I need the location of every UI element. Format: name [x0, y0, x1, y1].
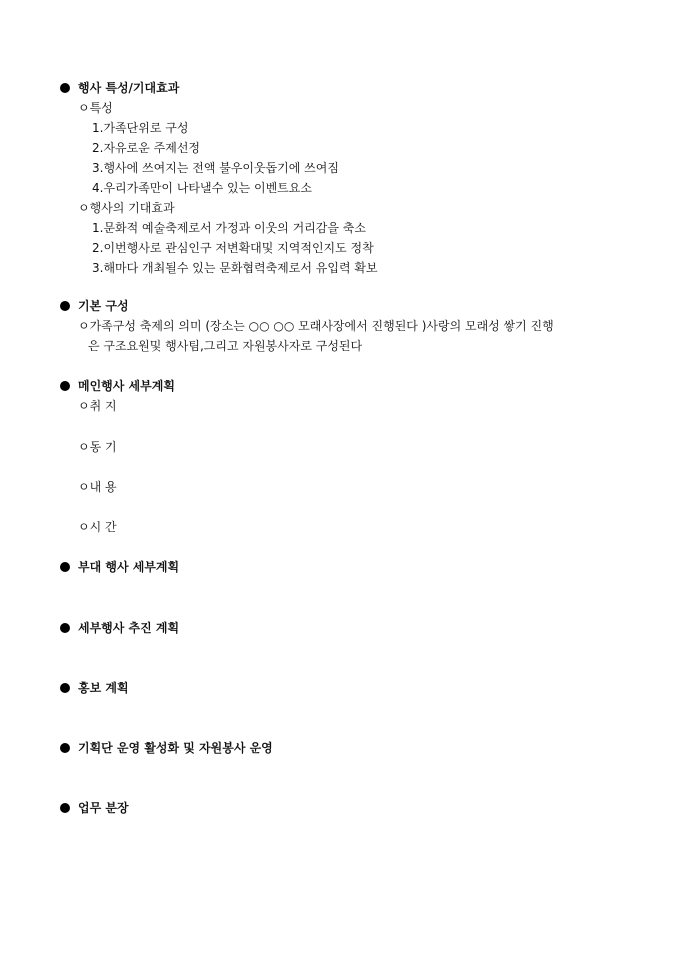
feature-item: 3.행사에 쓰여지는 전액 불우이웃돕기에 쓰여짐: [92, 161, 339, 175]
main-event-item: ㅇ시 간: [78, 520, 117, 534]
main-event-item: ㅇ취 지: [78, 399, 117, 413]
bullet-icon: [60, 623, 70, 633]
effect-item: 1.문화적 예술축제로서 가정과 이웃의 거리감을 축소: [92, 221, 366, 235]
heading-text: 기획단 운영 활성화 및 자원봉사 운영: [78, 741, 273, 755]
main-event-item: ㅇ내 용: [78, 480, 117, 494]
section-heading-sub-event-plan: [60, 559, 179, 575]
bullet-icon: [60, 301, 70, 311]
main-event-item: ㅇ동 기: [78, 440, 117, 454]
section-heading-basic-composition: [60, 298, 129, 314]
features-label: ㅇ특성: [78, 101, 113, 115]
bullet-icon: [60, 743, 70, 753]
section-heading-task-assignment: [60, 800, 129, 816]
bullet-icon: [60, 562, 70, 572]
heading-text: 홍보 계획: [78, 681, 129, 695]
feature-item: 4.우리가족만이 나타낼수 있는 이벤트요소: [92, 181, 312, 195]
bullet-icon: [60, 683, 70, 693]
heading-text: 기본 구성: [78, 299, 129, 313]
section-heading-planning-team: [60, 740, 273, 756]
bullet-icon: [60, 381, 70, 391]
bullet-icon: [60, 83, 70, 93]
section-heading-event-features: [60, 80, 179, 96]
section-heading-main-event-plan: [60, 378, 175, 394]
section-heading-pr-plan: [60, 680, 129, 696]
heading-text: 행사 특성/기대효과: [78, 81, 180, 95]
heading-text: 세부행사 추진 계획: [78, 621, 180, 635]
feature-item: 1.가족단위로 구성: [92, 121, 189, 135]
heading-text: 업무 분장: [78, 801, 129, 815]
effect-item: 3.해마다 개최될수 있는 문화협력축제로서 유입력 확보: [92, 261, 378, 275]
feature-item: 2.자유로운 주제선정: [92, 141, 201, 155]
effects-label: ㅇ행사의 기대효과: [78, 201, 175, 215]
bullet-icon: [60, 803, 70, 813]
composition-text-line: 은 구조요원및 행사팀,그리고 자원봉사자로 구성된다: [88, 339, 363, 353]
heading-text: 부대 행사 세부계획: [78, 560, 180, 574]
composition-text-line: ㅇ가족구성 축제의 의미 (장소는 ○○ ○○ 모래사장에서 진행된다 )사랑의 모래성 쌓기 진행: [78, 319, 554, 333]
section-heading-detail-promotion-plan: [60, 620, 179, 636]
heading-text: 메인행사 세부계획: [78, 379, 175, 393]
effect-item: 2.이번행사로 관심인구 저변확대및 지역적인지도 정착: [92, 241, 374, 255]
